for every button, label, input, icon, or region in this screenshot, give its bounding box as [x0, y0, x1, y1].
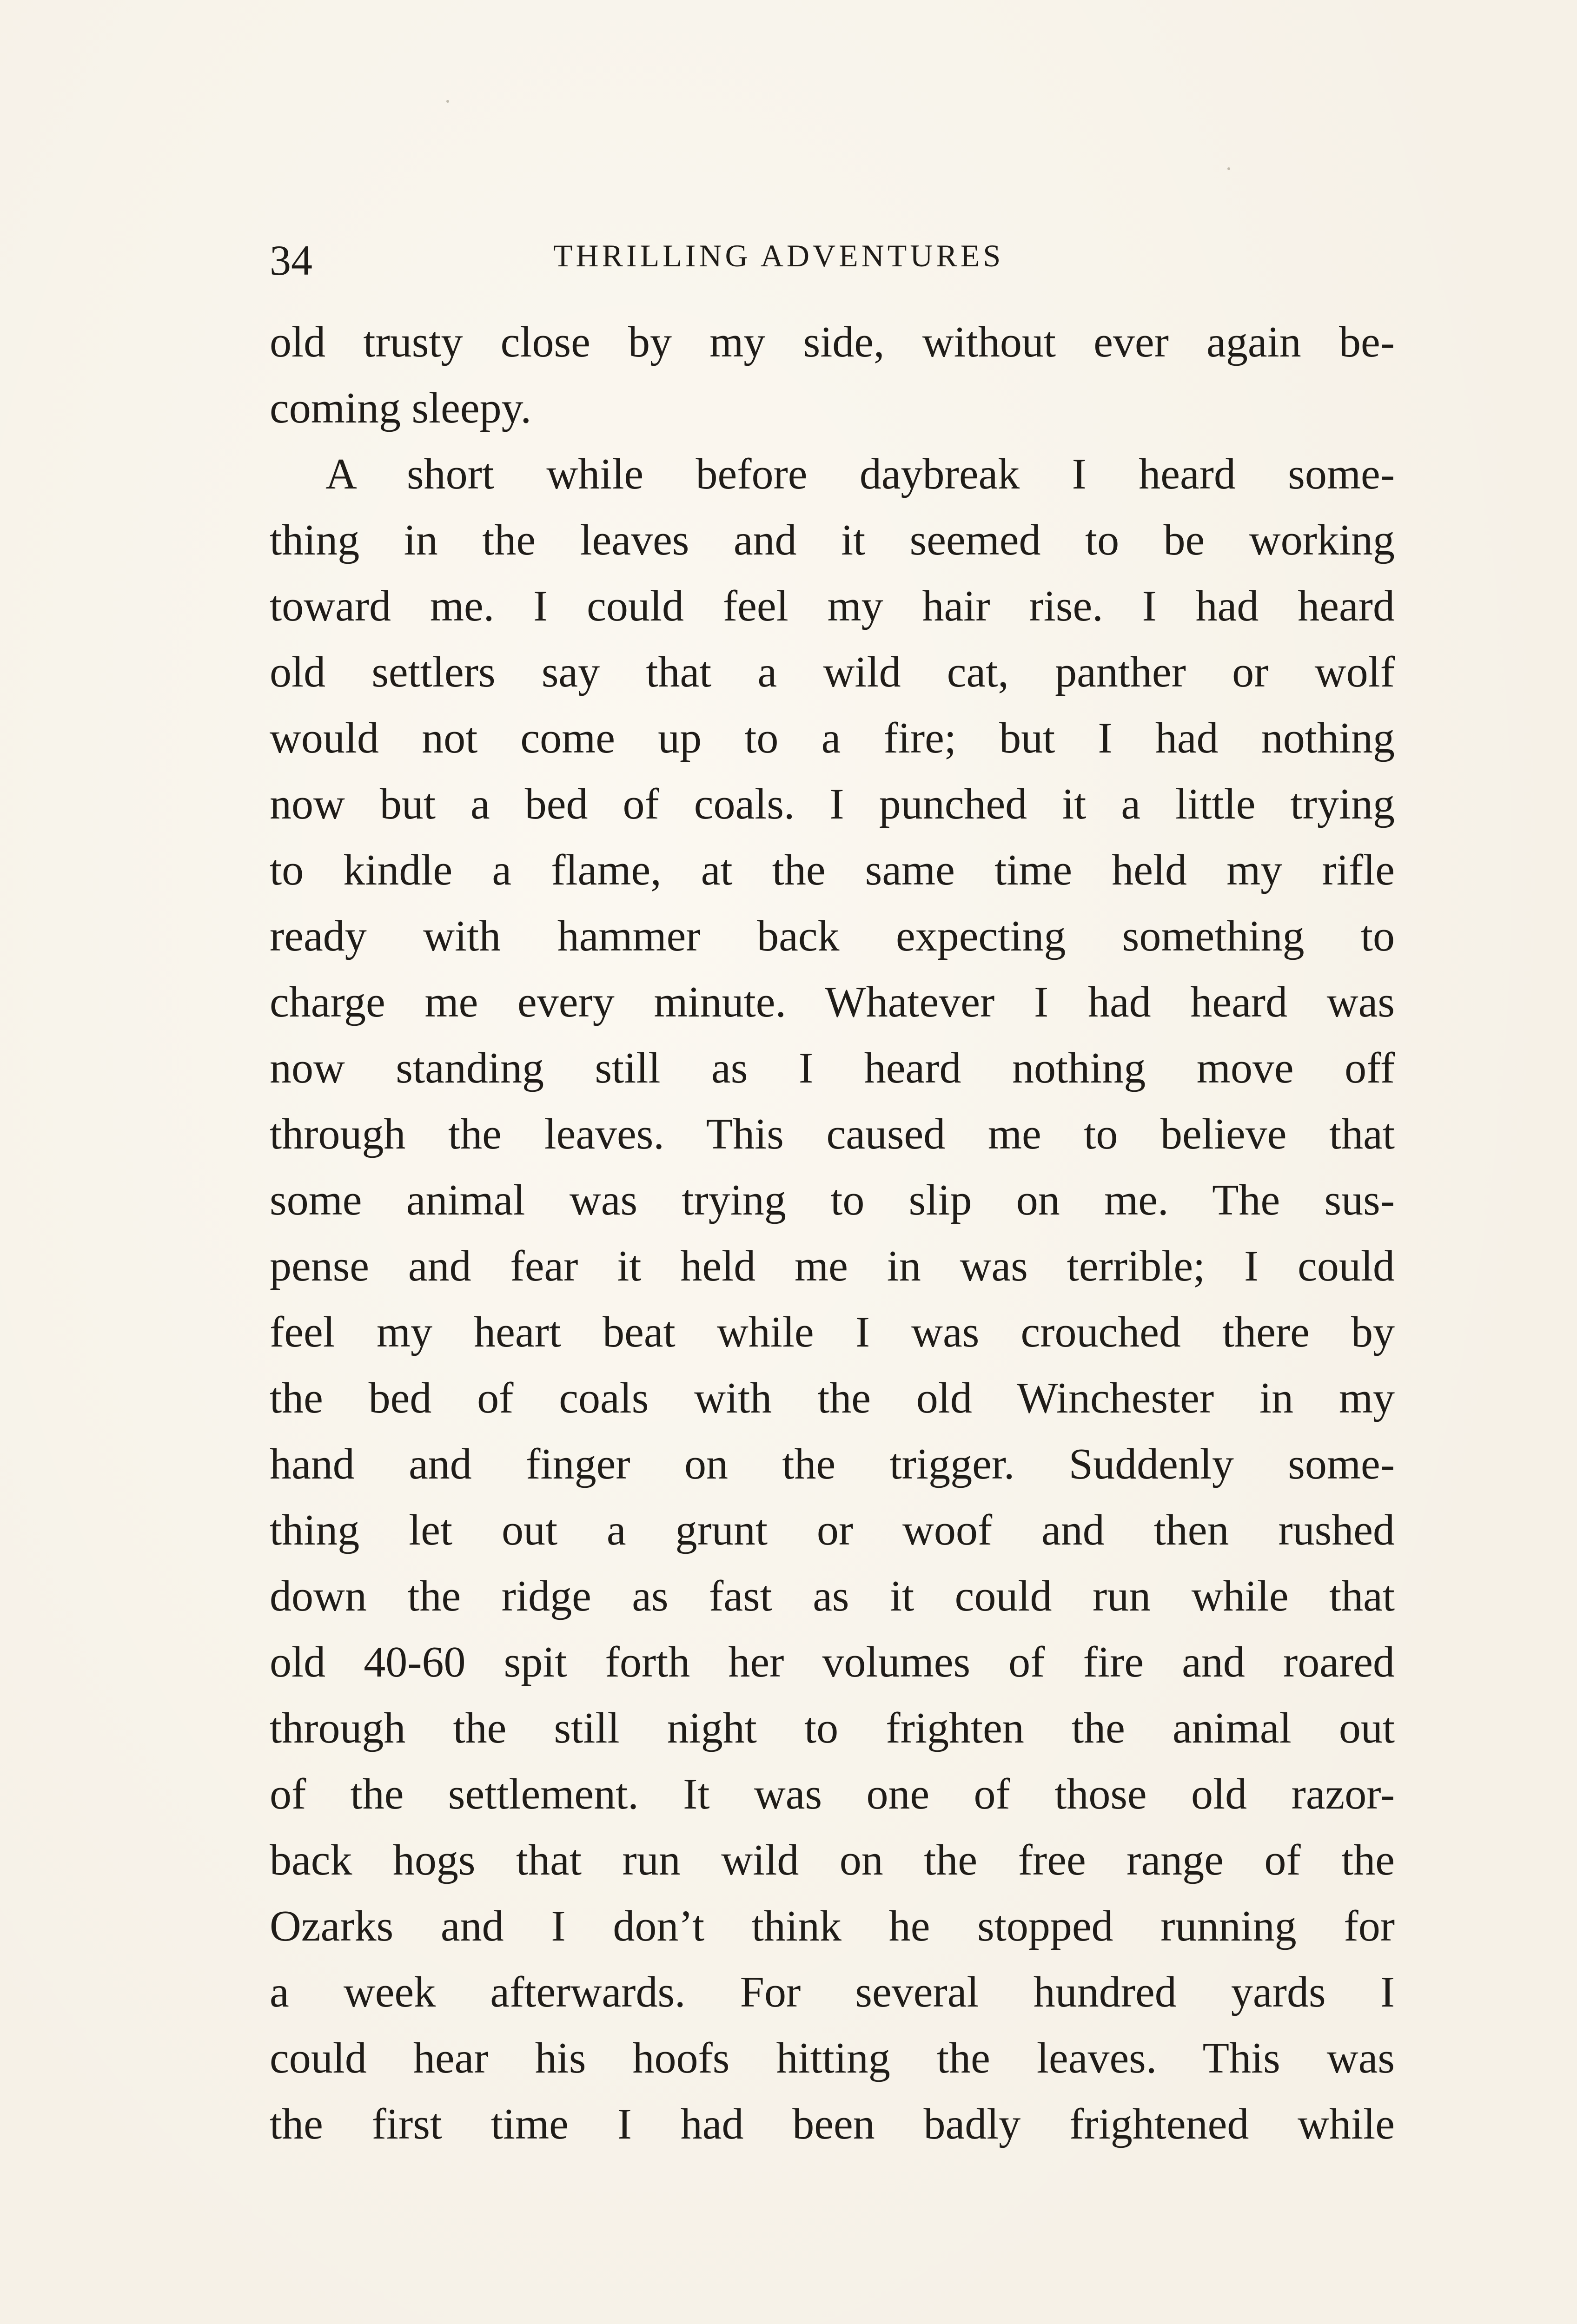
text-line: of the settlement. It was one of those old razor- [270, 1770, 1395, 1818]
text-line: old settlers say that a wild cat, panther or wolf [270, 648, 1395, 696]
text-line: ready with hammer back expecting something to [270, 912, 1395, 960]
text-line: would not come up to a fire; but I had nothing [270, 714, 1395, 762]
text-line: feel my heart beat while I was crouched there by [270, 1308, 1395, 1356]
paper-speck [1227, 167, 1230, 170]
text-line: the first time I had been badly frightened while [270, 2100, 1395, 2148]
body-text [270, 309, 1395, 2157]
text-line: could hear his hoofs hitting the leaves. This was [270, 2034, 1395, 2082]
text-line: now standing still as I heard nothing move off [270, 1044, 1395, 1092]
text-line: through the leaves. This caused me to believe that [270, 1110, 1395, 1158]
text-line: charge me every minute. Whatever I had heard was [270, 978, 1395, 1026]
text-line: toward me. I could feel my hair rise. I had heard [270, 582, 1395, 630]
text-line: hand and finger on the trigger. Suddenly some- [270, 1440, 1395, 1488]
text-line: thing in the leaves and it seemed to be working [270, 516, 1395, 564]
text-line: some animal was trying to slip on me. The sus- [270, 1176, 1395, 1224]
text-line: back hogs that run wild on the free range of the [270, 1836, 1395, 1884]
paper-speck [446, 100, 449, 103]
page-number: 34 [270, 237, 312, 284]
text-line: pense and fear it held me in was terrible; I could [270, 1242, 1395, 1290]
text-line: down the ridge as fast as it could run while that [270, 1572, 1395, 1620]
text-line: a week afterwards. For several hundred yards I [270, 1968, 1395, 2016]
text-line: to kindle a flame, at the same time held my rifle [270, 846, 1395, 894]
text-line: now but a bed of coals. I punched it a little trying [270, 780, 1395, 828]
running-head: THRILLING ADVENTURES [553, 238, 1004, 273]
text-line: old trusty close by my side, without ever again be- [270, 318, 1395, 366]
text-line: coming sleepy. [270, 384, 531, 432]
text-line: A short while before daybreak I heard some- [325, 450, 1395, 498]
text-line: the bed of coals with the old Winchester in my [270, 1374, 1395, 1422]
text-line: Ozarks and I don’t think he stopped running for [270, 1902, 1395, 1950]
text-line: old 40-60 spit forth her volumes of fire and roared [270, 1638, 1395, 1686]
page-header [0, 228, 1577, 293]
text-line: through the still night to frighten the animal out [270, 1704, 1395, 1752]
text-line: thing let out a grunt or woof and then rushed [270, 1506, 1395, 1554]
